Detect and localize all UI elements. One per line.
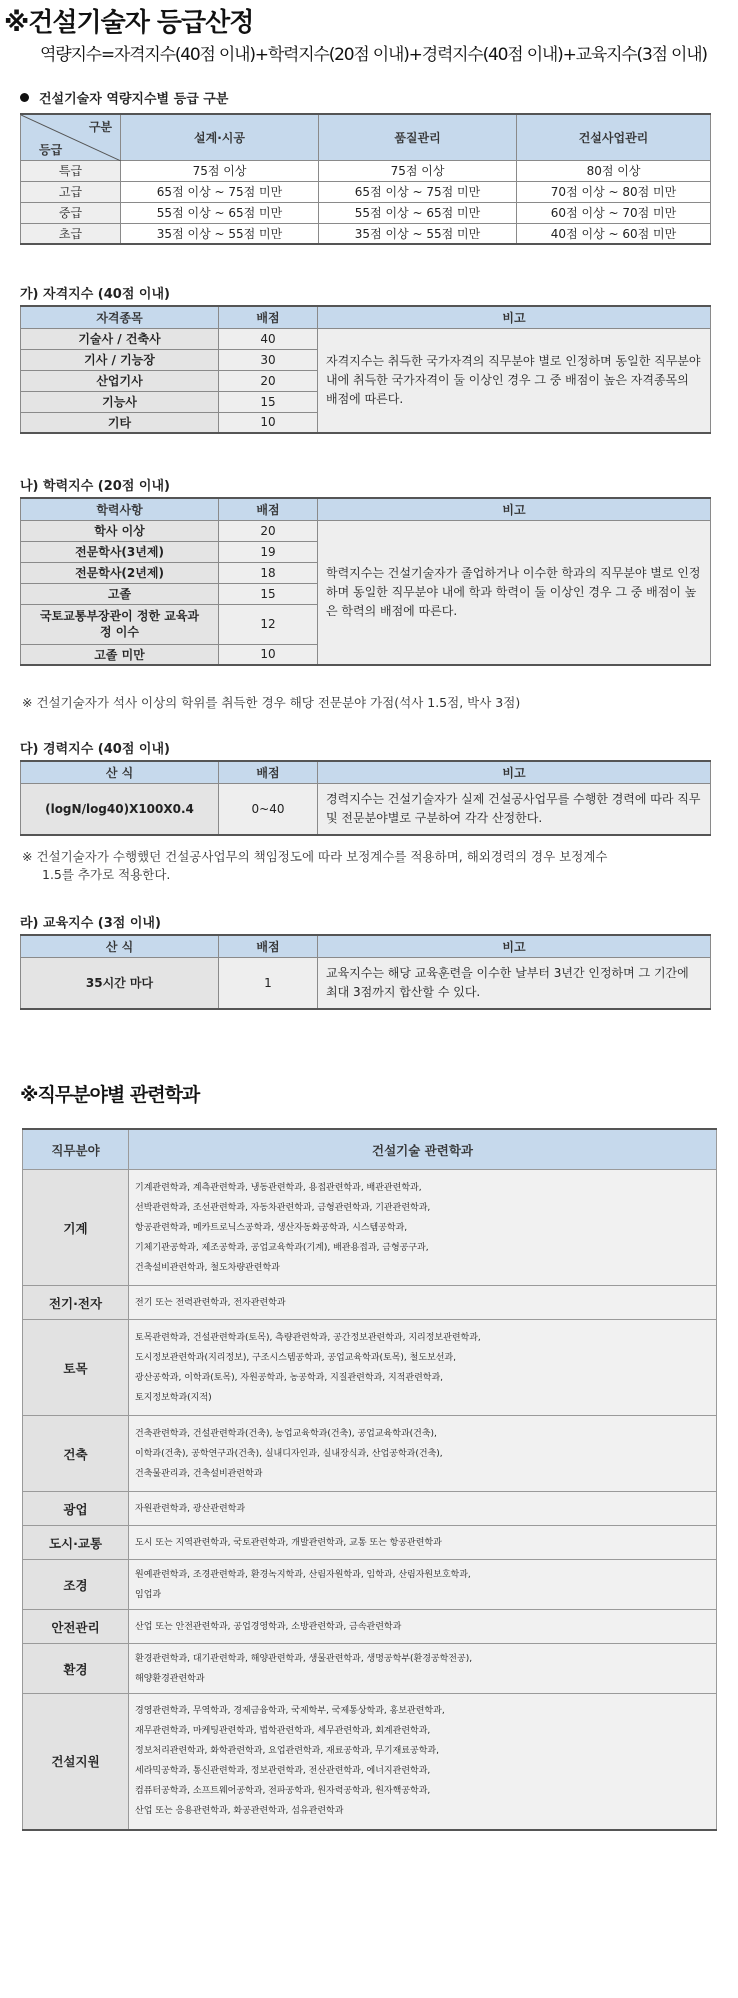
education-table — [20, 497, 711, 666]
education-score: 12 — [219, 604, 318, 644]
corner-top-label: 구분 — [88, 120, 112, 134]
education-note: ※ 건설기술자가 석사 이상의 학위를 취득한 경우 해당 전문분야 가점(석사 1.5점, 박사 3점) — [22, 695, 521, 710]
department-list — [129, 1610, 717, 1644]
training-remark: 교육지수는 해당 교육훈련을 이수한 날부터 3년간 인정하며 그 기간에 최대 3점까지 합산할 수 있다. — [318, 957, 711, 1009]
department-row — [23, 1286, 717, 1320]
department-list — [129, 1560, 717, 1610]
education-col-header: 비고 — [318, 498, 711, 520]
department-list — [129, 1286, 717, 1320]
department-line: 기계관련학과, 계측관련학과, 냉동관련학과, 용접관련학과, 배관관련학과, — [135, 1182, 422, 1193]
grade-row — [21, 223, 711, 244]
department-line: 광산공학과, 이학과(토목), 자원공학과, 농공학과, 지질관련학과, 지적관련학과, — [135, 1372, 444, 1383]
department-line: 해양환경관련학과 — [135, 1673, 205, 1684]
grade-cell: 65점 이상 ~ 75점 미만 — [121, 181, 319, 202]
department-list — [129, 1170, 717, 1286]
education-score: 15 — [219, 583, 318, 604]
department-row — [23, 1492, 717, 1526]
qualification-score: 30 — [219, 349, 318, 370]
education-name: 고졸 — [21, 583, 219, 604]
career-table — [20, 760, 711, 836]
career-row — [21, 783, 711, 835]
education-score: 10 — [219, 644, 318, 665]
grade-col-header: 건설사업관리 — [517, 114, 711, 160]
department-field: 조경 — [23, 1560, 129, 1610]
education-heading: 나) 학력지수 (20점 이내) — [20, 479, 170, 494]
training-col-header: 산 식 — [21, 935, 219, 957]
grade-label: 중급 — [21, 202, 121, 223]
department-row — [23, 1320, 717, 1416]
department-field: 환경 — [23, 1644, 129, 1694]
training-col-header: 비고 — [318, 935, 711, 957]
grade-row — [21, 181, 711, 202]
department-row — [23, 1694, 717, 1830]
qualification-name: 기사 / 기능장 — [21, 349, 219, 370]
grade-cell: 60점 이상 ~ 70점 미만 — [517, 202, 711, 223]
department-field: 토목 — [23, 1320, 129, 1416]
department-row — [23, 1644, 717, 1694]
career-formula: (logN/log40)X100X0.4 — [21, 783, 219, 835]
qualification-name: 산업기사 — [21, 370, 219, 391]
career-col-header: 산 식 — [21, 761, 219, 783]
department-list — [129, 1492, 717, 1526]
department-line: 정보처리관련학과, 화학관련학과, 요업관련학과, 재료공학과, 무기재료공학과, — [135, 1746, 439, 1757]
career-col-header: 비고 — [318, 761, 711, 783]
department-list — [129, 1694, 717, 1830]
qualification-col-header: 비고 — [318, 306, 711, 328]
department-line: 전기 또는 전력관련학과, 전자관련학과 — [135, 1297, 286, 1308]
training-formula: 35시간 마다 — [21, 957, 219, 1009]
training-heading: 라) 교육지수 (3점 이내) — [20, 916, 161, 931]
department-row — [23, 1170, 717, 1286]
grade-cell: 70점 이상 ~ 80점 미만 — [517, 181, 711, 202]
qualification-score: 40 — [219, 328, 318, 349]
corner-bottom-label: 등급 — [39, 142, 63, 157]
department-line: 환경관련학과, 대기관련학과, 해양관련학과, 생물관련학과, 생명공학부(환경공학전공), — [135, 1653, 473, 1664]
career-heading: 다) 경력지수 (40점 이내) — [20, 742, 170, 757]
qualification-score: 20 — [219, 370, 318, 391]
department-line: 항공관련학과, 메카트로닉스공학과, 생산자동화공학과, 시스템공학과, — [135, 1222, 408, 1233]
department-line: 토지정보학과(지적) — [135, 1392, 212, 1403]
department-line: 선박관련학과, 조선관련학과, 자동차관련학과, 금형관련학과, 기관관련학과, — [135, 1202, 431, 1213]
education-score: 20 — [219, 520, 318, 541]
qualification-name: 기술사 / 건축사 — [21, 328, 219, 349]
department-list — [129, 1416, 717, 1492]
grade-section-heading-text: 건설기술자 역량지수별 등급 구분 — [39, 92, 229, 107]
career-score: 0~40 — [219, 783, 318, 835]
department-field: 건축 — [23, 1416, 129, 1492]
department-field: 건설지원 — [23, 1694, 129, 1830]
department-list — [129, 1320, 717, 1416]
department-line: 임업과 — [135, 1589, 162, 1600]
page-title: ※건설기술자 등급산정 — [4, 8, 254, 38]
education-name: 전문학사(2년제) — [21, 562, 219, 583]
career-remark: 경력지수는 건설기술자가 실제 건설공사업무를 수행한 경력에 따라 직무 및 전문분야별로 구분하여 각각 산정한다. — [318, 783, 711, 835]
qualification-col-header: 자격종목 — [21, 306, 219, 328]
department-line: 컴퓨터공학과, 소프트웨어공학과, 전파공학과, 원자력공학과, 원자핵공학과, — [135, 1786, 431, 1797]
career-note-line2: 1.5를 추가로 적용한다. — [42, 867, 171, 882]
grade-cell: 35점 이상 ~ 55점 미만 — [319, 223, 517, 244]
grade-label: 특급 — [21, 160, 121, 181]
departments-table — [22, 1128, 717, 1831]
qualification-remark: 자격지수는 취득한 국가자격의 직무분야 별로 인정하며 동일한 직무분야 내에 취득한 국가자격이 둘 이상인 경우 그 중 배점이 높은 자격종목의 배점에 따른다. — [318, 328, 711, 433]
department-line: 원예관련학과, 조경관련학과, 환경녹지학과, 산림자원학과, 임학과, 산림자원보호학과, — [135, 1569, 471, 1580]
competency-formula: 역량지수=자격지수(40점 이내)+학력지수(20점 이내)+경력지수(40점 이내)+교육지수(3점 이내) — [40, 45, 707, 65]
grade-table — [20, 113, 711, 245]
department-field: 도시·교통 — [23, 1526, 129, 1560]
department-line: 이학과(건축), 공학연구과(건축), 실내디자인과, 실내장식과, 산업공학과(건축), — [135, 1448, 443, 1459]
training-table — [20, 934, 711, 1010]
grade-label: 고급 — [21, 181, 121, 202]
qualification-heading: 가) 자격지수 (40점 이내) — [20, 287, 170, 302]
education-name: 학사 이상 — [21, 520, 219, 541]
education-score: 18 — [219, 562, 318, 583]
department-line: 도시정보관련학과(지리정보), 구조시스템공학과, 공업교육학과(토목), 철도보선과, — [135, 1352, 456, 1363]
department-line: 토목관련학과, 건설관련학과(토목), 측량관련학과, 공간정보관련학과, 지리정보관련학과, — [135, 1332, 481, 1343]
departments-col-header: 직무분야 — [23, 1129, 129, 1170]
grade-table-corner — [21, 114, 121, 160]
department-line: 건축설비관련학과, 철도차량관련학과 — [135, 1262, 280, 1273]
qualification-table — [20, 305, 711, 434]
grade-col-header: 설계·시공 — [121, 114, 319, 160]
grade-cell: 75점 이상 — [319, 160, 517, 181]
department-row — [23, 1526, 717, 1560]
department-line: 산업 또는 안전관련학과, 공업경영학과, 소방관련학과, 금속관련학과 — [135, 1621, 402, 1632]
grade-cell: 35점 이상 ~ 55점 미만 — [121, 223, 319, 244]
bullet-icon — [20, 93, 29, 102]
grade-cell: 55점 이상 ~ 65점 미만 — [319, 202, 517, 223]
department-field: 전기·전자 — [23, 1286, 129, 1320]
department-line: 산업 또는 응용관련학과, 화공관련학과, 섬유관련학과 — [135, 1806, 344, 1817]
grade-label: 초급 — [21, 223, 121, 244]
department-row — [23, 1416, 717, 1492]
department-line: 재무관련학과, 마케팅관련학과, 법학관련학과, 세무관련학과, 회계관련학과, — [135, 1726, 431, 1737]
training-score: 1 — [219, 957, 318, 1009]
department-line: 건축물관리과, 건축설비관련학과 — [135, 1468, 263, 1479]
education-name: 고졸 미만 — [21, 644, 219, 665]
grade-section-heading — [20, 88, 228, 107]
grade-row — [21, 202, 711, 223]
department-line: 건축관련학과, 건설관련학과(건축), 농업교육학과(건축), 공업교육학과(건축), — [135, 1428, 437, 1439]
department-line: 기체기관공학과, 제조공학과, 공업교육학과(기계), 배관용접과, 금형공구과, — [135, 1242, 429, 1253]
grade-cell: 65점 이상 ~ 75점 미만 — [319, 181, 517, 202]
department-list — [129, 1526, 717, 1560]
education-row — [21, 520, 711, 541]
grade-col-header: 품질관리 — [319, 114, 517, 160]
department-line: 세라믹공학과, 통신관련학과, 정보관련학과, 전산관련학과, 에너지관련학과, — [135, 1766, 431, 1777]
qualification-col-header: 배점 — [219, 306, 318, 328]
departments-title: ※직무분야별 관련학과 — [20, 1084, 200, 1106]
department-field: 안전관리 — [23, 1610, 129, 1644]
departments-col-header: 건설기술 관련학과 — [129, 1129, 717, 1170]
career-col-header: 배점 — [219, 761, 318, 783]
department-row — [23, 1560, 717, 1610]
department-list — [129, 1644, 717, 1694]
department-field: 기계 — [23, 1170, 129, 1286]
qualification-name: 기타 — [21, 412, 219, 433]
training-row — [21, 957, 711, 1009]
department-row — [23, 1610, 717, 1644]
education-score: 19 — [219, 541, 318, 562]
grade-cell: 75점 이상 — [121, 160, 319, 181]
education-name: 전문학사(3년제) — [21, 541, 219, 562]
department-line: 도시 또는 지역관련학과, 국토관련학과, 개발관련학과, 교통 또는 항공관련학과 — [135, 1537, 442, 1548]
education-col-header: 배점 — [219, 498, 318, 520]
department-line: 경영관련학과, 무역학과, 경제금융학과, 국제학부, 국제통상학과, 홍보관련학과, — [135, 1706, 445, 1717]
grade-cell: 80점 이상 — [517, 160, 711, 181]
grade-row — [21, 160, 711, 181]
education-remark: 학력지수는 건설기술자가 졸업하거나 이수한 학과의 직무분야 별로 인정하며 동일한 직무분야 내에 학과 학력이 둘 이상인 경우 그 중 배점이 높은 학력의 배점에 따른다. — [318, 520, 711, 665]
qualification-score: 15 — [219, 391, 318, 412]
grade-cell: 55점 이상 ~ 65점 미만 — [121, 202, 319, 223]
qualification-row — [21, 328, 711, 349]
grade-cell: 40점 이상 ~ 60점 미만 — [517, 223, 711, 244]
department-line: 자원관련학과, 광산관련학과 — [135, 1503, 246, 1514]
career-note-line1: ※ 건설기술자가 수행했던 건설공사업무의 책임정도에 따라 보정계수를 적용하며, 해외경력의 경우 보정계수 — [22, 849, 608, 864]
department-field: 광업 — [23, 1492, 129, 1526]
qualification-name: 기능사 — [21, 391, 219, 412]
qualification-score: 10 — [219, 412, 318, 433]
education-name: 국토교통부장관이 정한 교육과정 이수 — [21, 604, 219, 644]
training-col-header: 배점 — [219, 935, 318, 957]
education-col-header: 학력사항 — [21, 498, 219, 520]
